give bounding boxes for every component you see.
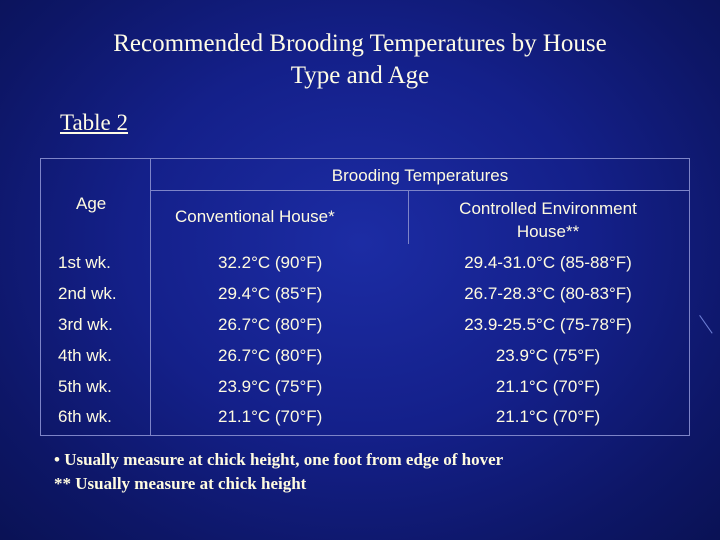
footnotes: [54, 448, 503, 496]
table-divider-age: [150, 158, 151, 436]
conventional-cell: 26.7°C (80°F): [218, 346, 323, 365]
age-cell: 4th wk.: [58, 346, 112, 365]
controlled-environment-header-line-2: House**: [516, 222, 580, 241]
controlled-cell: 29.4-31.0°C (85-88°F): [464, 253, 632, 272]
controlled-cell: 23.9°C (75°F): [495, 346, 601, 365]
age-cell: 1st wk.: [58, 253, 111, 272]
controlled-cell: 21.1°C (70°F): [495, 407, 601, 426]
controlled-environment-header-line-1: Controlled Environment: [459, 199, 637, 218]
brooding-temperatures-header: Brooding Temperatures: [331, 166, 509, 185]
conventional-cell: 26.7°C (80°F): [218, 315, 323, 334]
conventional-cell: 32.2°C (90°F): [218, 253, 323, 272]
controlled-cell: 23.9-25.5°C (75-78°F): [464, 315, 632, 334]
age-column-header: Age: [76, 194, 107, 213]
slide-title: [30, 28, 690, 92]
decorative-line: [699, 315, 712, 334]
age-cell: 2nd wk.: [58, 284, 117, 303]
controlled-cell: 26.7-28.3°C (80-83°F): [464, 284, 632, 303]
footnote-hover: • Usually measure at chick height, one foot from edge of hover: [54, 450, 504, 469]
conventional-house-header: Conventional House*: [175, 207, 335, 226]
table-label: Table 2: [60, 110, 129, 135]
controlled-environment-header: [408, 197, 688, 243]
controlled-cell: 21.1°C (70°F): [495, 377, 601, 396]
slide-title-line-1: Recommended Brooding Temperatures by House: [113, 30, 607, 57]
conventional-cell: 29.4°C (85°F): [218, 284, 323, 303]
slide-title-line-2: Type and Age: [290, 62, 430, 89]
footnote-controlled: ** Usually measure at chick height: [54, 474, 307, 493]
table-divider-group: [150, 190, 690, 191]
age-cell: 3rd wk.: [58, 315, 113, 334]
age-cell: 5th wk.: [58, 377, 112, 396]
age-cell: 6th wk.: [58, 407, 112, 426]
conventional-cell: 21.1°C (70°F): [218, 407, 323, 426]
conventional-cell: 23.9°C (75°F): [218, 377, 323, 396]
